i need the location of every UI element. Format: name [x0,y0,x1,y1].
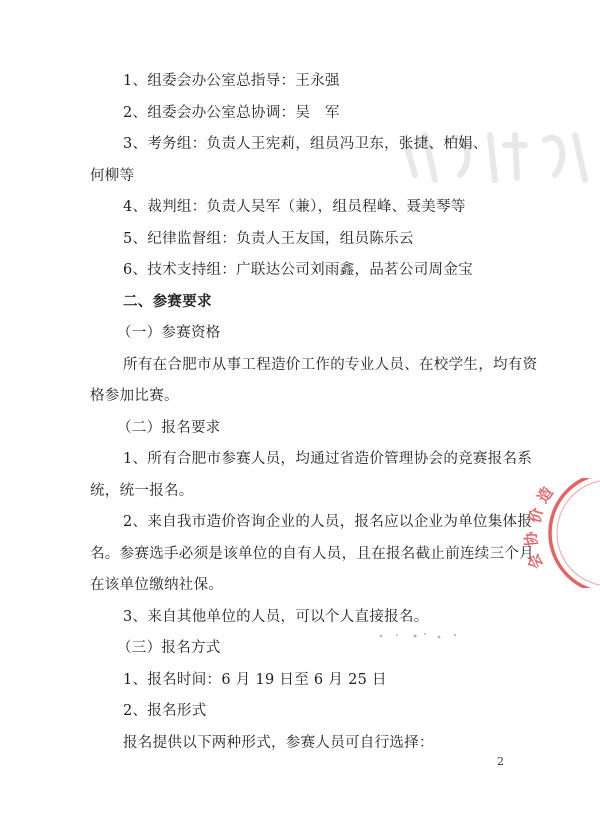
svg-text:会: 会 [523,550,547,572]
organizer-item-3: 3、考务组：负责人王宪莉，组员冯卫东，张捷、柏娟、 [123,136,488,152]
organizer-item-6: 6、技术支持组：广联达公司刘雨鑫，品茗公司周金宝 [123,262,473,278]
svg-text:造: 造 [533,483,557,507]
subsection-qualification: （一）参赛资格 [117,325,221,341]
registration-item-2-cont: 名。参赛选手必须是该单位的自有人员，且在报名截止前连续三个月 [90,546,534,562]
organizer-item-1: 1、组委会办公室总指导：王永强 [123,73,340,89]
qualification-paragraph: 所有在合肥市从事工程造价工作的专业人员、在校学生，均有资 [123,357,538,373]
official-seal-stamp [515,478,600,588]
subsection-registration: （二）报名要求 [117,420,221,436]
method-time: 1、报名时间：6 月 19 日至 6 月 25 日 [123,672,387,688]
registration-item-3: 3、来自其他单位的人员，可以个人直接报名。 [123,609,429,625]
registration-item-1-cont: 统，统一报名。 [90,483,194,499]
section-heading-requirements: 二、参赛要求 [123,294,212,310]
qualification-paragraph-cont: 格参加比赛。 [90,388,179,404]
registration-item-1: 1、所有合肥市参赛人员，均通过省造价管理协会的竞赛报名系 [123,451,533,467]
method-form-description: 报名提供以下两种形式，参赛人员可自行选择： [123,735,434,751]
scan-smudge [375,628,465,642]
registration-item-2: 2、来自我市造价咨询企业的人员，报名应以企业为单位集体报 [123,514,533,530]
organizer-item-2: 2、组委会办公室总协调：吴 军 [123,105,340,121]
method-form: 2、报名形式 [123,703,207,719]
organizer-item-5: 5、纪律监督组：负责人王友国，组员陈乐云 [123,231,414,247]
svg-text:协: 协 [521,530,541,548]
bleed-through-mark [395,120,595,190]
svg-text:价: 价 [525,505,547,526]
registration-item-2-cont2: 在该单位缴纳社保。 [90,577,224,593]
page-number: 2 [497,755,504,768]
subsection-method: （三）报名方式 [117,640,221,656]
organizer-item-4: 4、裁判组：负责人吴军（兼），组员程峰、聂美琴等 [123,199,466,215]
organizer-item-3-cont: 何柳等 [90,168,135,184]
